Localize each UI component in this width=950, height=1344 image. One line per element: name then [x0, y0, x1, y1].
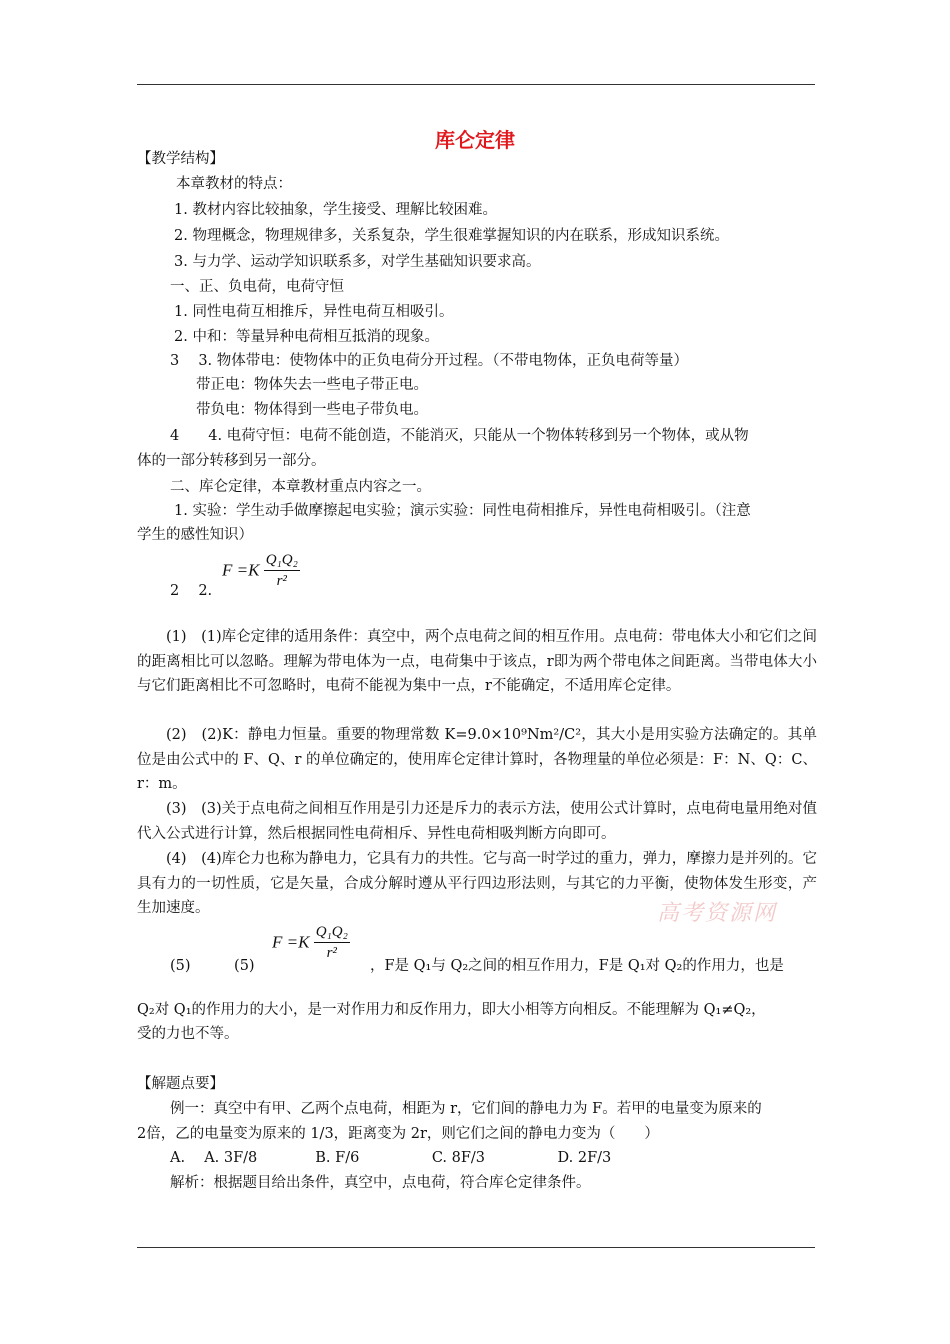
text-line: 带正电：物体失去一些电子带正电。 [196, 377, 428, 393]
text-line: Q₂对 Q₁的作用力的大小，是一对作用力和反作用力，即大小相等方向相反。不能理解为 Q₁≠Q₂， [137, 1002, 766, 1018]
text-line: 1. 实验：学生动手做摩擦起电实验；演示实验：同性电荷相推斥，异性电荷相吸引。（注意 [174, 503, 751, 519]
text-line: 2 2. [170, 583, 213, 599]
formula-lhs: F =K [272, 932, 310, 952]
footer-rule [137, 1247, 815, 1248]
text-line: 学生的感性知识） [137, 527, 253, 543]
text-line: 带负电：物体得到一些电子带负电。 [196, 402, 428, 418]
page-title: 库仑定律 [435, 128, 515, 152]
text-line: 4 4. 电荷守恒：电荷不能创造，不能消灭，只能从一个物体转移到另一个物体，或从物 [170, 428, 749, 444]
formula-lhs: F =K [222, 560, 260, 580]
text-line: 本章教材的特点： [176, 176, 292, 192]
paragraph-2: (2) (2)K：静电力恒量。重要的物理常数 K=9.0×10⁹Nm²/C²，其大小是用实验方法确定的。其单位是由公式中的 F、Q、r 的单位确定的，使用库仑定律计算时，各物理量的单位必须是：F：N、Q：C、r：m。 [137, 727, 817, 792]
paragraph-3: (3) (3)关于点电荷之间相互作用是引力还是斥力的表示方法，使用公式计算时，点电荷电量用绝对值代入公式进行计算，然后根据同性电荷相斥、异性电荷相吸判断方向即可。 [137, 801, 817, 842]
choices-line: A. A. 3F/8 B. F/6 C. 8F/3 D. 2F/3 [170, 1150, 612, 1166]
text-line: 2. 物理概念，物理规律多，关系复杂，学生很难掌握知识的内在联系，形成知识系统。 [174, 228, 729, 244]
text-line: 2倍，乙的电量变为原来的 1/3，距离变为 2r，则它们之间的静电力变为（ ） [137, 1126, 659, 1142]
watermark: 高考资源网 [657, 901, 778, 926]
text-line: 体的一部分转移到另一部分。 [137, 453, 326, 469]
text-line: 3. 与力学、运动学知识联系多，对学生基础知识要求高。 [174, 254, 541, 270]
text-line: 解析：根据题目给出条件，真空中，点电荷，符合库仑定律条件。 [170, 1175, 591, 1191]
formula-denominator: r² [276, 573, 287, 589]
text-line: (5) (5) [170, 958, 255, 974]
text-line: 受的力也不等。 [137, 1026, 239, 1042]
text-line: 1. 同性电荷互相推斥，异性电荷互相吸引。 [174, 304, 454, 320]
formula-denominator: r² [326, 945, 337, 961]
text-line: 例一：真空中有甲、乙两个点电荷，相距为 r，它们间的静电力为 F。若甲的电量变为原来的 [170, 1101, 762, 1117]
text-line: 一、正、负电荷，电荷守恒 [170, 279, 344, 295]
formula-numerator: Q₁Q₂ [264, 550, 300, 571]
paragraph-1: (1) (1)库仑定律的适用条件：真空中，两个点电荷之间的相互作用。点电荷：带电体大小和它们之间的距离相比可以忽略。理解为带电体为一点，电荷集中于该点，r即为两个带电体之间距离。当带电体大小与它们距离相比不可忽略时，电荷不能视为集中一点，r不能确定，不适用库仑定律。 [137, 629, 817, 694]
paragraph-4: (4) (4)库仑力也称为静电力，它具有力的共性。它与高一时学过的重力，弹力，摩擦力是并列的。它具有力的一切性质，它是矢量，合成分解时遵从平行四边形法则，与其它的力平衡，使物体发生形变，产生加速度。 [137, 851, 817, 916]
text-line: 2. 中和：等量异种电荷相互抵消的现象。 [174, 329, 439, 345]
formula-numerator: Q₁Q₂ [314, 922, 350, 943]
section-heading-structure: 【教学结构】 [137, 151, 224, 167]
section-heading-solving: 【解题点要】 [137, 1076, 224, 1092]
text-line: 1. 教材内容比较抽象，学生接受、理解比较困难。 [174, 202, 497, 218]
text-line: 二、库仑定律，本章教材重点内容之一。 [170, 479, 431, 495]
text-line: 3 3. 物体带电：使物体中的正负电荷分开过程。（不带电物体，正负电荷等量） [170, 353, 689, 369]
header-rule [137, 84, 815, 85]
text-line: ，F是 Q₁与 Q₂之间的相互作用力，F是 Q₁对 Q₂的作用力，也是 [370, 958, 784, 974]
